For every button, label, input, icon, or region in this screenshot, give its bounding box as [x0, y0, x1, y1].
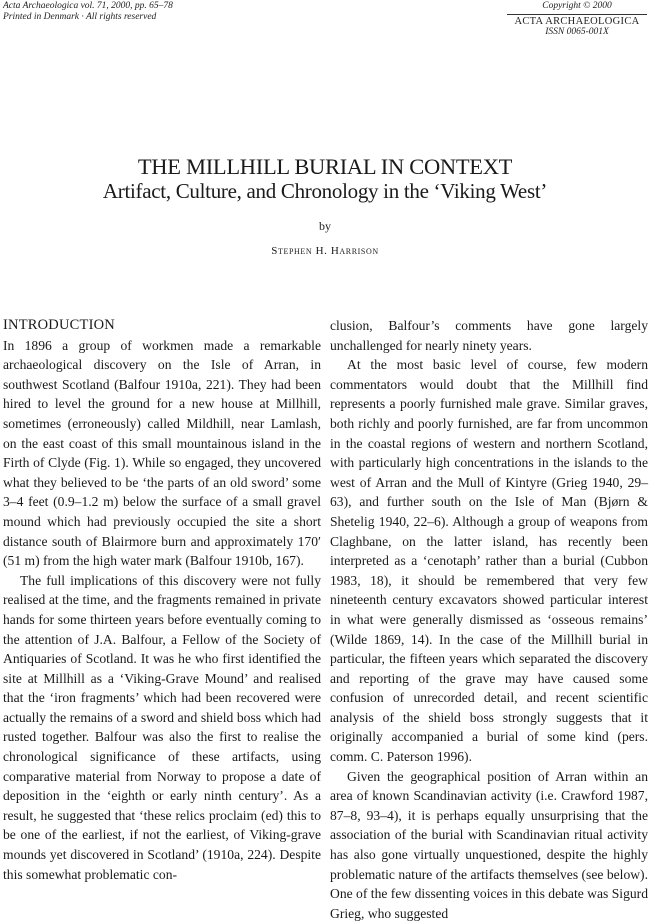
paragraph: In 1896 a group of workmen made a remarkable archaeological discovery on the Isle of Arran, in southwest Scotland (Balfour 1910a, 221). They had been hired to level the ground for a new house at Millhill, sometimes (erroneously) called Mildhill, near Lamlash, on the east coast of this small mountainous island in the Firth of Clyde (Fig. 1). While so engaged, they uncovered what they believed to be ‘the parts of an old sword’ some 3–4 feet (0.9–1.2 m) below the surface of a small gravel mound which had previously occupied the site a short distance south of Blairmore burn and approximately 170′ (51 m) from the high water mark (Balfour 1910b, 167). [3, 337, 321, 569]
paragraph: The full implications of this discovery were not fully realised at the time, and the fragments remained in private hands for some thirteen years before eventually coming to the attention of J.A. Balfour, a Fellow of the Society of Antiquaries of Scotland. It was he who first identified the site at Millhill as a ‘Viking-Grave Mound’ and realised that the ‘iron fragments’ which had been recovered were actually the remains of a sword and shield boss which had rusted together. Balfour was also the first to realise the chronological significance of these artifacts, using comparative material from Norway to propose a date of deposition in the ‘eighth or early ninth century’. As a result, he suggested that ‘these relics proclaim (ed) this to be one of the earliest, if not the earliest, of Viking-grave mounds yet discovered in Scotland’ (1910a, 224). Despite this somewhat problematic con- [3, 572, 321, 882]
title-block [0, 154, 650, 258]
author-name: Stephen H. Harrison [271, 245, 379, 257]
journal-name: ACTA ARCHAEOLOGICA [507, 14, 647, 27]
citation-header [3, 1, 173, 23]
journal-header [507, 1, 647, 38]
copyright-line: Copyright © 2000 [542, 1, 612, 11]
left-column [3, 316, 321, 884]
byline-by: by [319, 219, 331, 233]
citation-line: Acta Archaeologica vol. 71, 2000, pp. 65–78 [3, 1, 173, 11]
printed-line: Printed in Denmark · All rights reserved [3, 12, 157, 22]
issn-line: ISSN 0065-001X [545, 27, 609, 37]
paragraph: clusion, Balfour’s comments have gone largely unchallenged for nearly ninety years. [330, 318, 648, 353]
right-column [330, 316, 648, 923]
section-heading: INTRODUCTION [3, 317, 115, 333]
article-subtitle: Artifact, Culture, and Chronology in the ‘Viking West’ [102, 179, 548, 203]
paragraph: Given the geographical position of Arran within an area of known Scandinavian activity (i.e. Crawford 1987, 87–8, 93–4), it is perhaps equally unsurprising that the association of the burial with Scandinavian ritual activity has also gone virtually unquestioned, despite the highly problematic nature of the artifacts themselves (see below). One of the few dissenting voices in this debate was Sigurd Grieg, who suggested [330, 768, 648, 921]
article-title: THE MILLHILL BURIAL IN CONTEXT [137, 154, 513, 179]
paragraph: At the most basic level of course, few modern commentators would doubt that the Millhill find represents a poorly furnished male grave. Similar graves, both richly and poorly furnished, are far from uncommon in the coastal regions of western and northern Scotland, with particularly high concentrations in the islands to the west of Arran and the Mull of Kintyre (Grieg 1940, 29–63), and further south on the Isle of Man (Bjørn & Shetelig 1940, 22–6). Although a group of weapons from Claghbane, on the latter island, has recently been interpreted as a ‘cenotaph’ rather than a burial (Cubbon 1983, 18), it should be remembered that very few nineteenth century excavators showed particular interest in what were generally dismissed as ‘osseous remains’ (Wilde 1869, 14). In the case of the Millhill burial in particular, the fifteen years which separated the discovery and reporting of the grave may have caused some confusion of unrecorded detail, and recent scientific analysis of the shield boss strongly suggests that it originally accompanied a burial of some kind (pers. comm. C. Paterson 1996). [330, 357, 648, 765]
